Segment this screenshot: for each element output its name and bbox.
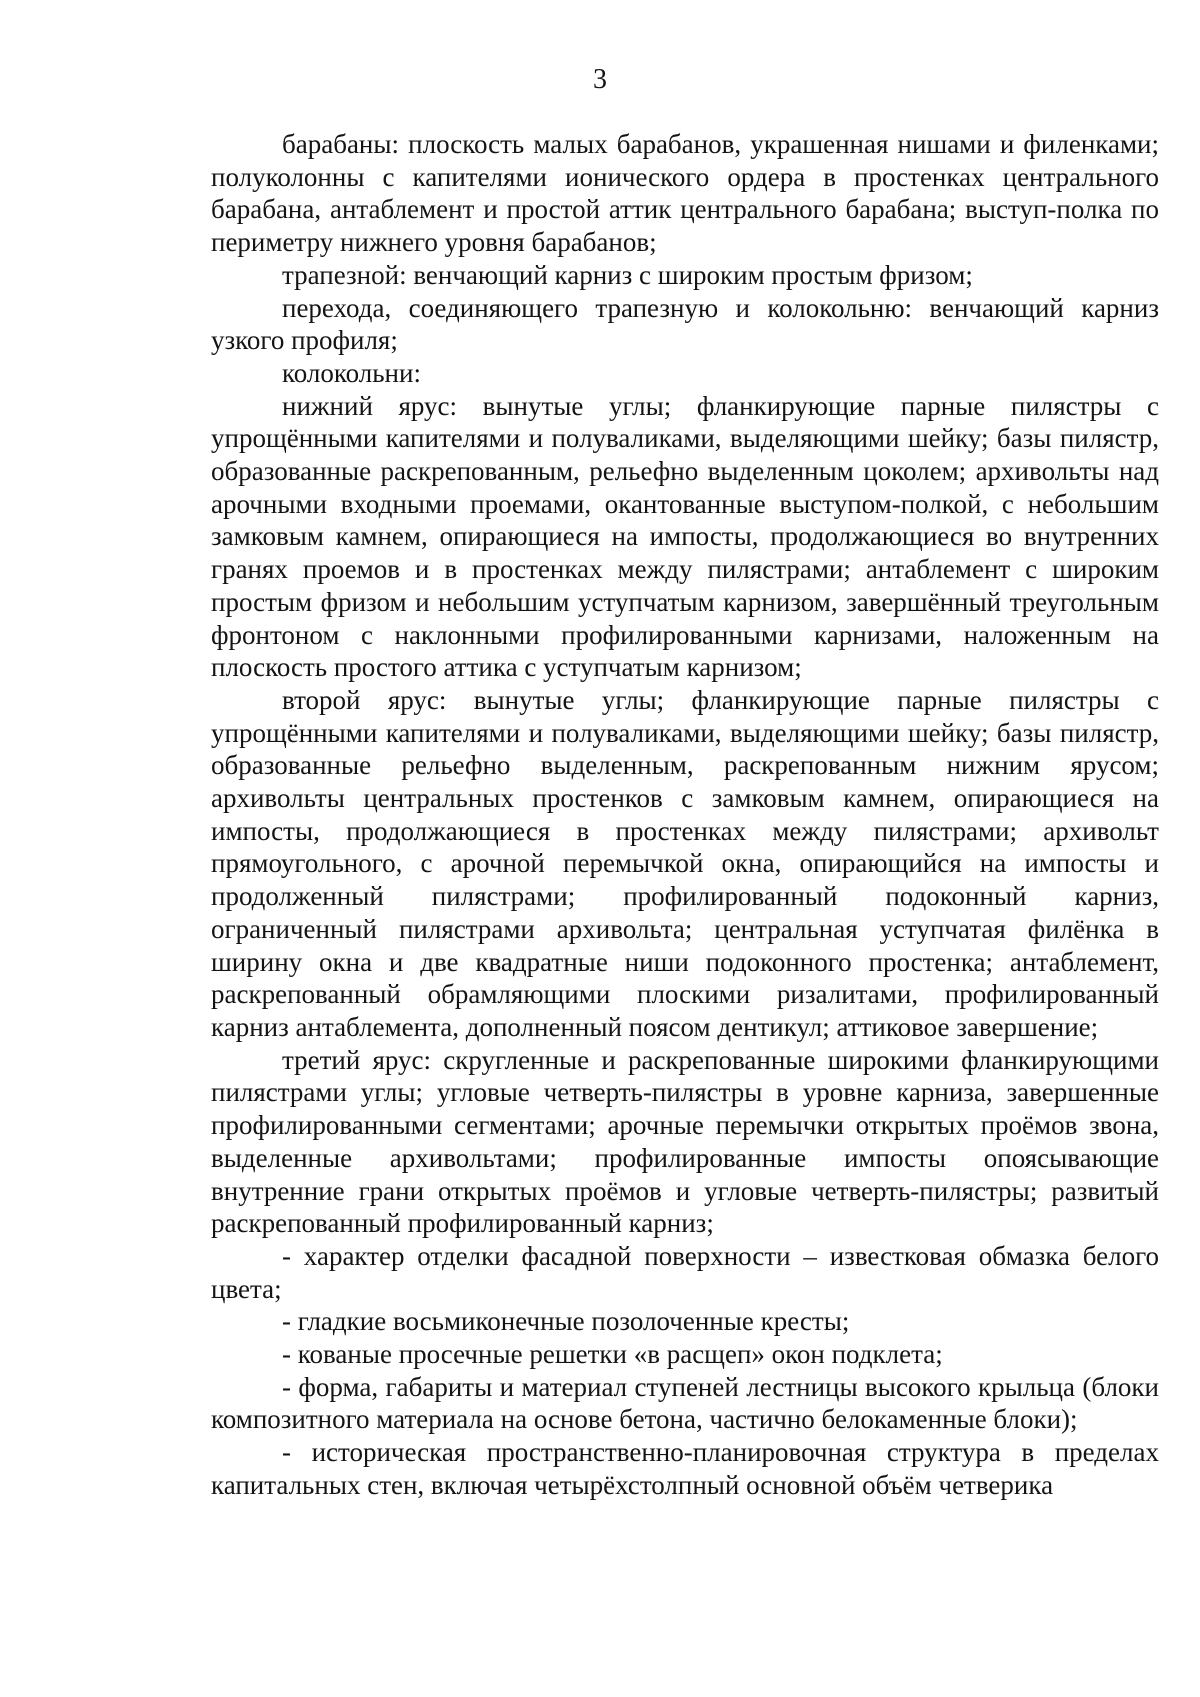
paragraph-second-tier: второй ярус: вынутые углы; фланкирующие парные пилястры с упрощёнными капителями и полуваликами, выделяющими шейку; базы пилястр, образованные рельефно выделенным, раскрепованным нижним ярусом; архивольты центральных простенков с замковым камнем, опирающиеся на импосты, продолжающиеся в простенках между пилястрами; архивольт прямоугольного, с арочной перемычкой окна, опирающийся на импосты и продолженный пилястрами; профилированный подоконный карниз, ограниченный пилястрами архивольта; центральная уступчатая филёнка в ширину окна и две квадратные ниши подоконного простенка; антаблемент, раскрепованный обрамляющими плоскими ризалитами, профилированный карниз антаблемента, дополненный поясом дентикул; аттиковое завершение;: [211, 684, 1159, 1042]
paragraph-refectory: трапезной: венчающий карниз с широким простым фризом;: [282, 259, 973, 290]
paragraph-passage: перехода, соединяющего трапезную и колокольню: венчающий карниз узкого профиля;: [211, 292, 1159, 356]
paragraph-drums: барабаны: плоскость малых барабанов, украшенная нишами и филенками; полуколонны с капителями ионического ордера в простенках центрального барабана, антаблемент и простой аттик центрального барабана; выступ-полка по периметру нижнего уровня барабанов;: [211, 129, 1159, 258]
paragraph-bell-tower: колокольни:: [282, 357, 421, 388]
list-item-facade-finish: - характер отделки фасадной поверхности – известковая обмазка белого цвета;: [211, 1240, 1159, 1304]
body-text: [211, 128, 1159, 1502]
paragraph-lower-tier: нижний ярус: вынутые углы; фланкирующие парные пилястры с упрощёнными капителями и полуваликами, выделяющими шейку; базы пилястр, образованные раскрепованным, рельефно выделенным цоколем; архивольты над арочными входными проемами, окантованные выступом-полкой, с небольшим замковым камнем, опирающиеся на импосты, продолжающиеся во внутренних гранях проемов и в простенках между пилястрами; антаблемент с широким простым фризом и небольшим уступчатым карнизом, завершённый треугольным фронтоном с наклонными профилированными карнизами, наложенным на плоскость простого аттика с уступчатым карнизом;: [211, 390, 1159, 683]
paragraph-third-tier: третий ярус: скругленные и раскрепованные широкими фланкирующими пилястрами углы; угловые четверть-пилястры в уровне карниза, завершенные профилированными сегментами; арочные перемычки открытых проёмов звона, выделенные архивольтами; профилированные импосты опоясывающие внутренние грани открытых проёмов и угловые четверть-пилястры; развитый раскрепованный профилированный карниз;: [211, 1044, 1159, 1239]
page-number: 3: [593, 64, 607, 95]
list-item-grilles: - кованые просечные решетки «в расщеп» окон подклета;: [282, 1339, 943, 1370]
list-item-planning-structure: - историческая пространственно-планировочная структура в пределах капитальных стен, включая четырёхстолпный основной объём четверика: [211, 1437, 1159, 1500]
list-item-crosses: - гладкие восьмиконечные позолоченные кресты;: [282, 1306, 850, 1337]
list-item-porch-steps: - форма, габариты и материал ступеней лестницы высокого крыльца (блоки композитного материала на основе бетона, частично белокаменные блоки);: [211, 1371, 1159, 1435]
